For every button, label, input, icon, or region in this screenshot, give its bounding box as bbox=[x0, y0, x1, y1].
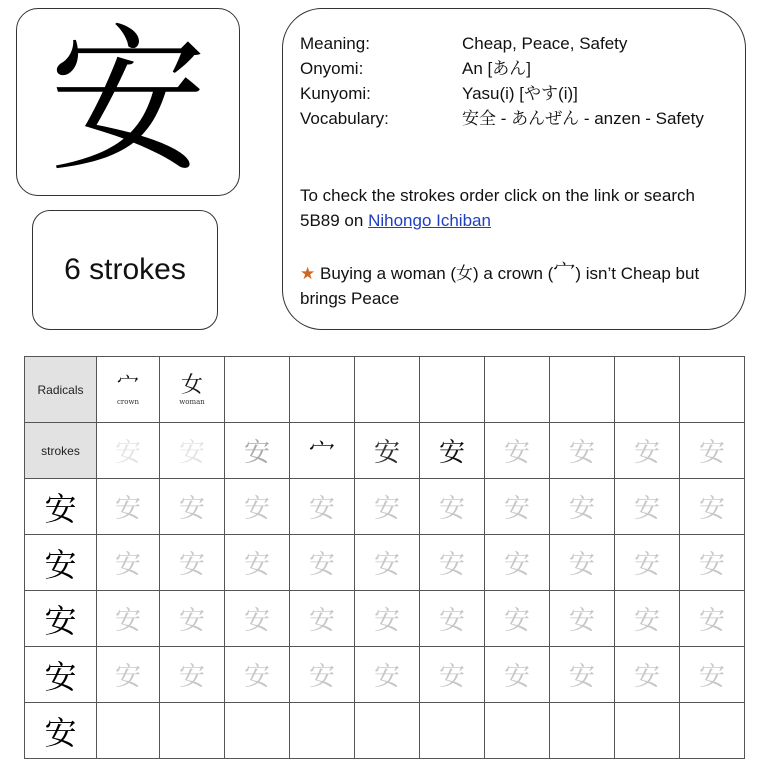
stroke-order-note bbox=[300, 183, 720, 233]
empty-cell bbox=[680, 703, 745, 759]
empty-cell bbox=[485, 357, 550, 423]
trace-cell: 安 bbox=[550, 535, 615, 591]
empty-cell bbox=[97, 703, 160, 759]
empty-cell bbox=[355, 357, 420, 423]
trace-cell: 安 bbox=[550, 423, 615, 479]
trace-cell: 安 bbox=[225, 591, 290, 647]
empty-cell bbox=[290, 357, 355, 423]
empty-cell bbox=[420, 703, 485, 759]
empty-cell bbox=[160, 703, 225, 759]
trace-cell: 安 bbox=[420, 479, 485, 535]
radicals-label: Radicals bbox=[25, 357, 97, 423]
onyomi-label: Onyomi: bbox=[300, 59, 364, 78]
trace-cell: 安 bbox=[680, 647, 745, 703]
mnemonic-text-2: ) isn’t Cheap but brings Peace bbox=[300, 264, 700, 308]
practice-row bbox=[25, 479, 745, 535]
radical-cell bbox=[160, 357, 225, 423]
trace-cell: 安 bbox=[290, 535, 355, 591]
practice-row bbox=[25, 703, 745, 759]
empty-cell bbox=[680, 357, 745, 423]
readings-block bbox=[300, 31, 740, 156]
nihongo-ichiban-link[interactable]: Nihongo Ichiban bbox=[368, 211, 491, 230]
radical-char: 宀 bbox=[116, 372, 139, 398]
trace-cell: 安 bbox=[355, 535, 420, 591]
empty-cell bbox=[225, 357, 290, 423]
model-kanji: 安 bbox=[25, 647, 97, 703]
trace-cell: 安 bbox=[290, 591, 355, 647]
trace-cell: 安 bbox=[550, 479, 615, 535]
trace-cell: 安 bbox=[290, 647, 355, 703]
stroke-step-4: 宀 bbox=[290, 423, 355, 479]
model-kanji: 安 bbox=[25, 479, 97, 535]
practice-row bbox=[25, 535, 745, 591]
trace-cell: 安 bbox=[680, 591, 745, 647]
trace-cell: 安 bbox=[97, 647, 160, 703]
trace-cell: 安 bbox=[420, 591, 485, 647]
empty-cell bbox=[550, 357, 615, 423]
trace-cell: 安 bbox=[680, 423, 745, 479]
trace-cell: 安 bbox=[97, 479, 160, 535]
trace-cell: 安 bbox=[485, 591, 550, 647]
trace-cell: 安 bbox=[485, 479, 550, 535]
main-kanji: 安 bbox=[49, 10, 207, 194]
trace-cell: 安 bbox=[420, 535, 485, 591]
model-kanji: 安 bbox=[25, 703, 97, 759]
trace-cell: 安 bbox=[615, 479, 680, 535]
trace-cell: 安 bbox=[97, 535, 160, 591]
trace-cell: 安 bbox=[485, 535, 550, 591]
crown-radical-glyph: 宀 bbox=[553, 259, 576, 284]
trace-cell: 安 bbox=[420, 647, 485, 703]
trace-cell: 安 bbox=[680, 535, 745, 591]
trace-cell: 安 bbox=[160, 591, 225, 647]
strokes-label: strokes bbox=[25, 423, 97, 479]
radical-caption: woman bbox=[179, 397, 205, 406]
trace-cell: 安 bbox=[550, 591, 615, 647]
stroke-count-card bbox=[32, 210, 218, 330]
trace-cell: 安 bbox=[225, 647, 290, 703]
trace-cell: 安 bbox=[550, 647, 615, 703]
trace-cell: 安 bbox=[355, 647, 420, 703]
empty-cell bbox=[550, 703, 615, 759]
trace-cell: 安 bbox=[160, 479, 225, 535]
practice-row bbox=[25, 591, 745, 647]
stroke-order-row bbox=[25, 423, 745, 479]
kunyomi-value: Yasu(i) [やす(i)] bbox=[462, 84, 578, 103]
trace-cell: 安 bbox=[680, 479, 745, 535]
stroke-count: 6 strokes bbox=[64, 253, 186, 286]
trace-cell: 安 bbox=[355, 591, 420, 647]
radical-cell bbox=[97, 357, 160, 423]
trace-cell: 安 bbox=[485, 423, 550, 479]
meaning-label: Meaning: bbox=[300, 34, 370, 53]
empty-cell bbox=[355, 703, 420, 759]
kanji-card bbox=[16, 8, 240, 196]
stroke-step-3: 安 bbox=[225, 423, 290, 479]
empty-cell bbox=[225, 703, 290, 759]
practice-row bbox=[25, 647, 745, 703]
stroke-step-5: 安 bbox=[355, 423, 420, 479]
empty-cell bbox=[290, 703, 355, 759]
kunyomi-label: Kunyomi: bbox=[300, 84, 371, 103]
mnemonic bbox=[300, 259, 720, 311]
stroke-step-2: 安 bbox=[160, 423, 225, 479]
trace-cell: 安 bbox=[355, 479, 420, 535]
trace-cell: 安 bbox=[160, 535, 225, 591]
trace-cell: 安 bbox=[615, 535, 680, 591]
empty-cell bbox=[420, 357, 485, 423]
empty-cell bbox=[485, 703, 550, 759]
radicals-row bbox=[25, 357, 745, 423]
trace-cell: 安 bbox=[615, 591, 680, 647]
trace-cell: 安 bbox=[225, 479, 290, 535]
mnemonic-text-1: Buying a woman (女) a crown ( bbox=[319, 264, 554, 283]
check-text: To check the strokes order click on the link or search 5B89 on bbox=[300, 186, 695, 230]
empty-cell bbox=[615, 703, 680, 759]
practice-grid bbox=[24, 356, 745, 759]
trace-cell: 安 bbox=[160, 647, 225, 703]
trace-cell: 安 bbox=[615, 647, 680, 703]
vocab-value: 安全 - あんぜん - anzen - Safety bbox=[462, 109, 704, 128]
radical-caption: crown bbox=[117, 397, 139, 406]
info-card bbox=[282, 8, 746, 330]
empty-cell bbox=[615, 357, 680, 423]
trace-cell: 安 bbox=[615, 423, 680, 479]
stroke-step-1: 安 bbox=[97, 423, 160, 479]
meaning-value: Cheap, Peace, Safety bbox=[462, 34, 628, 53]
onyomi-value: An [あん] bbox=[462, 59, 531, 78]
radical-char: 女 bbox=[180, 372, 203, 398]
trace-cell: 安 bbox=[290, 479, 355, 535]
model-kanji: 安 bbox=[25, 591, 97, 647]
vocab-label: Vocabulary: bbox=[300, 109, 389, 128]
trace-cell: 安 bbox=[485, 647, 550, 703]
trace-cell: 安 bbox=[225, 535, 290, 591]
star-icon: ★ bbox=[300, 264, 316, 283]
trace-cell: 安 bbox=[97, 591, 160, 647]
stroke-step-6: 安 bbox=[420, 423, 485, 479]
model-kanji: 安 bbox=[25, 535, 97, 591]
